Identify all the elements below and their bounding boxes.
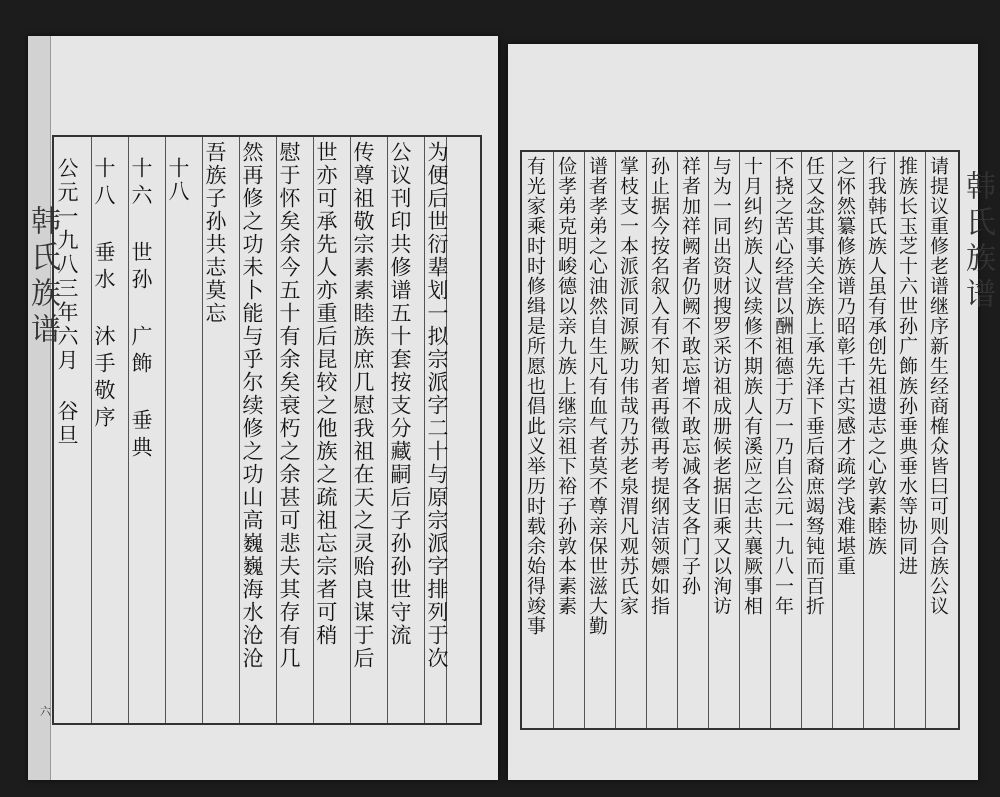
text-column: 十月纠约族人议续修不期族人有溪应之志共襄厥事相 [741,156,763,616]
page-number: 六 [40,705,51,718]
signature-column: 十八 垂水 沐手敬序 [92,157,116,433]
text-column: 请提议重修老谱继序新生经商榷众皆曰可则合族公议 [927,156,949,616]
text-column: 孙止据今按名叙入有不知者再徵再考提纲洁领嫖如指 [648,156,670,616]
text-column: 吾族子孙共志莫忘 [203,141,227,325]
text-column: 推族长玉芝十六世孙广飾族孙垂典垂水等协同进 [896,156,918,576]
text-column: 慰于怀矣余今五十有余矣衰朽之余甚可悲夫其存有几 [277,141,301,670]
right-margin-title: 韩氏族谱 [960,170,995,314]
signature-column: 十八 [166,157,190,203]
signature-column: 十六 世孙 广飾 垂典 [129,157,153,463]
text-column: 俭孝弟克明峻德以亲九族上继宗祖下裕子孙敦本素素 [555,156,577,616]
text-column: 为便后世衍辈划一拟宗派字二十与原宗派字排列于次 [425,141,449,670]
text-column: 公议刊印共修谱五十套按支分藏嗣后子孙孙世守流 [388,141,412,647]
text-column: 之怀然纂修族谱乃昭彰千古实感才疏学浅难堪重 [834,156,856,576]
page-binding-edge [28,36,51,780]
text-column: 传尊祖敬宗素素睦族庶几慰我祖在天之灵贻良谋于后 [351,141,375,670]
text-column: 然再修之功未卜能与乎尔续修之功山高巍巍海水沧沧 [240,141,264,670]
text-column: 有光家乘时时修缉是所愿也倡此义举历时载余始得竣事 [524,156,546,636]
text-column: 任又念其事关全族上承先泽下垂后裔庶竭驽钝而百折 [803,156,825,616]
text-column: 祥者加祥阙者仍阙不敢忘增不敢忘减各支各门子孙 [679,156,701,596]
text-column: 掌枝支一本派派同源厥功伟哉乃苏老泉渭凡观苏氏家 [617,156,639,616]
left-margin-title: 韩氏族谱 [25,205,60,349]
right-text-frame [520,150,960,730]
text-column: 谱者孝弟之心油然自生凡有血气者莫不尊亲保世滋大勤 [586,156,608,636]
text-column: 与为一同出资财搜罗采访祖成册候老据旧乘又以洵访 [710,156,732,616]
text-column: 不挠之苦心经营以酬祖德于万一乃自公元一九八一年 [772,156,794,616]
date-column: 公元一九八三年六月 谷旦 [55,157,79,448]
text-column: 行我韩氏族人虽有承创先祖遗志之心敦素睦族 [865,156,887,556]
text-column: 世亦可承先人亦重后昆较之他族之疏祖忘宗者可稍 [314,141,338,647]
left-text-frame [52,135,482,725]
